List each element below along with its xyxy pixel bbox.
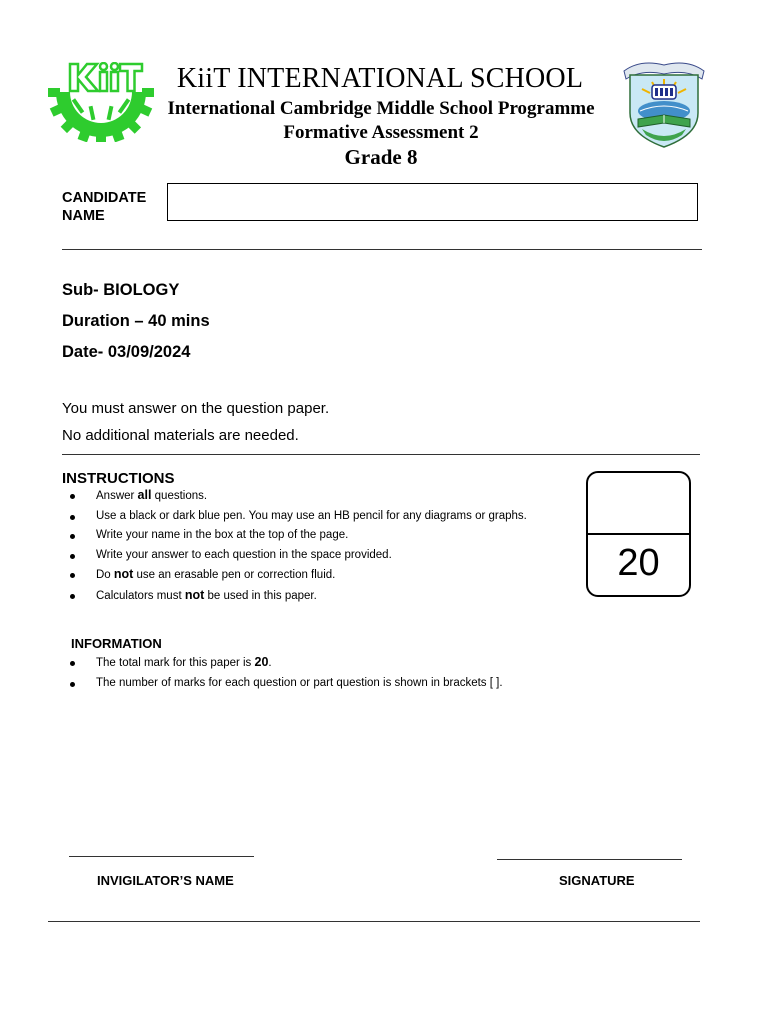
- divider-middle: [62, 454, 700, 455]
- duration-line: Duration – 40 mins: [62, 312, 210, 330]
- bullet-icon: [70, 682, 75, 687]
- assessment-title: Formative Assessment 2: [283, 122, 479, 143]
- candidate-label-line2: NAME: [62, 208, 105, 224]
- instructions-list: [70, 486, 527, 606]
- item-text-after: .: [268, 657, 272, 669]
- subject-line: Sub- BIOLOGY: [62, 281, 180, 299]
- information-list: [70, 653, 503, 693]
- item-text-before: Do: [96, 569, 114, 581]
- candidate-name-label: [62, 189, 162, 225]
- item-text-after: questions.: [151, 490, 208, 502]
- item-text-after: use an erasable pen or correction fluid.: [133, 569, 336, 581]
- item-text-bold: 20: [254, 655, 269, 669]
- school-crest: [620, 57, 708, 149]
- item-text-bold: not: [113, 567, 134, 581]
- information-item: [70, 674, 503, 694]
- score-divider: [588, 533, 689, 535]
- item-text-bold: not: [184, 587, 205, 602]
- information-item: [70, 653, 503, 674]
- item-text-before: The number of marks for each question or part question is shown in brackets [ ].: [96, 676, 503, 689]
- bullet-icon: [70, 573, 75, 578]
- candidate-name-box[interactable]: [167, 183, 698, 221]
- bullet-icon: [70, 661, 75, 666]
- candidate-label-line1: CANDIDATE: [62, 190, 147, 206]
- instruction-item: [70, 486, 527, 507]
- school-name: KiiT INTERNATIONAL SCHOOL: [176, 63, 584, 94]
- divider-top: [62, 249, 702, 250]
- divider-bottom: [48, 921, 700, 922]
- item-text-before: Calculators must: [96, 589, 185, 602]
- grade-title: Grade 8: [344, 145, 418, 169]
- instruction-item: [70, 546, 527, 566]
- instruction-item: [70, 526, 527, 546]
- kiit-logo: [46, 62, 156, 142]
- bullet-icon: [70, 594, 75, 599]
- item-text-before: Write your answer to each question in the space provided.: [96, 548, 392, 561]
- information-heading: INFORMATION: [71, 636, 162, 651]
- programme-title: International Cambridge Middle School Programme: [167, 98, 595, 119]
- instruction-item: [70, 507, 527, 527]
- item-text-before: Write your name in the box at the top of the page.: [96, 529, 349, 541]
- instruction-item: [70, 565, 527, 586]
- total-marks: 20: [617, 542, 660, 584]
- bullet-icon: [70, 554, 75, 559]
- item-text-before: Use a black or dark blue pen. You may use an HB pencil for any diagrams or graphs.: [96, 509, 527, 522]
- instruction-item: [70, 586, 527, 607]
- invigilator-line: [69, 856, 254, 857]
- bullet-icon: [70, 494, 75, 499]
- answer-note: You must answer on the question paper.: [62, 400, 330, 417]
- invigilator-label: INVIGILATOR’S NAME: [97, 873, 234, 888]
- signature-line: [497, 859, 682, 860]
- bullet-icon: [70, 515, 75, 520]
- item-text-after: be used in this paper.: [204, 589, 317, 602]
- item-text-before: The total mark for this paper is: [96, 657, 255, 669]
- materials-note: No additional materials are needed.: [62, 427, 299, 444]
- signature-label: SIGNATURE: [559, 873, 635, 888]
- bullet-icon: [70, 534, 75, 539]
- date-line: Date- 03/09/2024: [62, 343, 191, 361]
- instructions-heading: INSTRUCTIONS: [62, 470, 175, 487]
- item-text-bold: all: [137, 488, 152, 502]
- item-text-before: Answer: [96, 490, 138, 502]
